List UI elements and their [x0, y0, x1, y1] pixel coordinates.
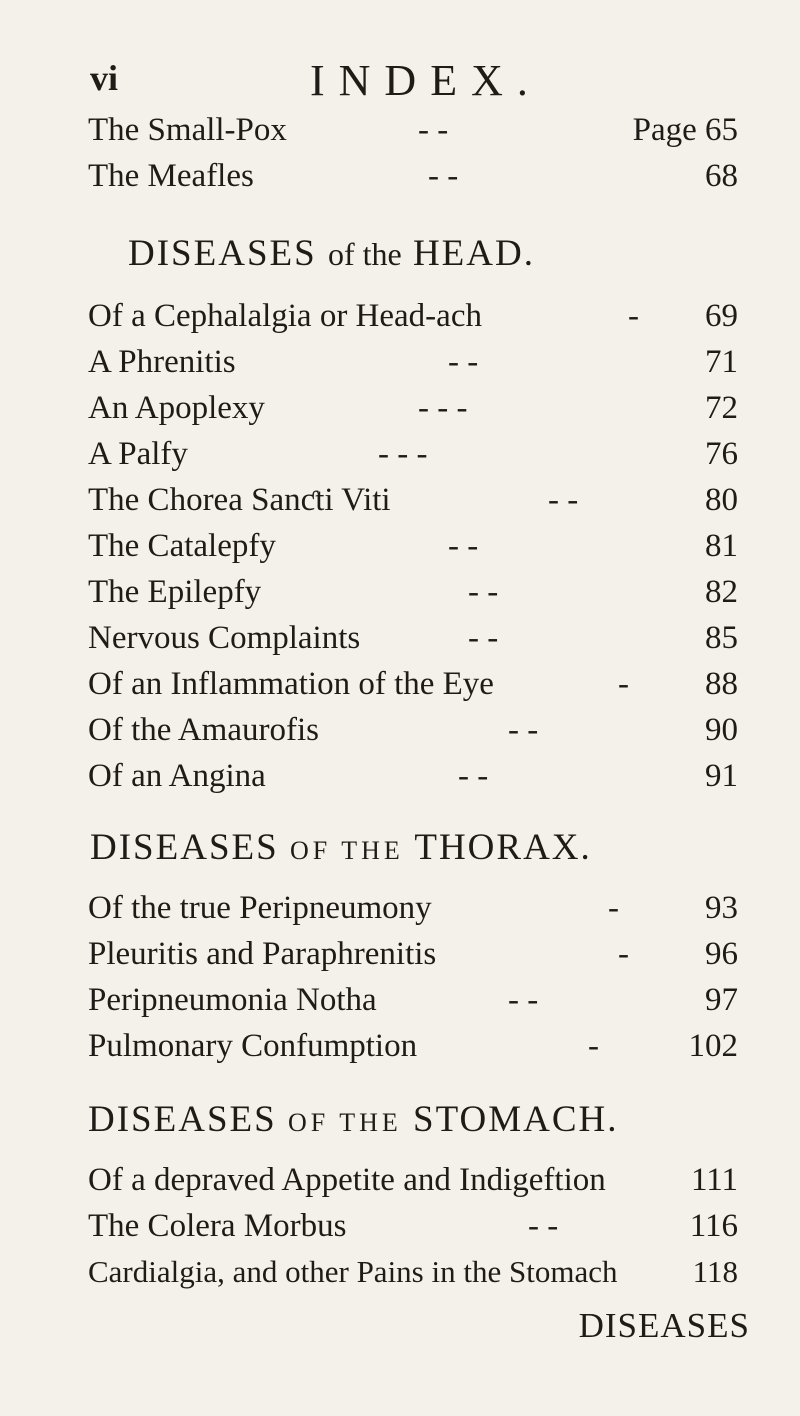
heading-word: DISEASES	[88, 1099, 277, 1140]
entry-page: 81	[705, 528, 738, 564]
entry-label: Pleuritis and Paraphrenitis	[88, 936, 437, 972]
entry-leader: - -	[508, 712, 539, 748]
entry-leader: - -	[468, 620, 499, 656]
entry-leader: - - -	[418, 390, 468, 426]
entry-page: 72	[705, 390, 738, 426]
entry-label: Of a depraved Appetite and Indigeftion	[88, 1162, 606, 1198]
entry-page: 93	[705, 890, 738, 926]
entry-leader: - -	[468, 574, 499, 610]
entry-page: 116	[689, 1208, 738, 1244]
entry-label: The Small-Pox	[88, 112, 287, 148]
index-entry	[88, 436, 738, 482]
index-entry	[88, 482, 738, 528]
entry-label: The Chorea Sanƈti Viti	[88, 482, 391, 518]
index-entry	[88, 390, 738, 436]
section-heading-stomach	[88, 1098, 619, 1141]
entry-label: The Colera Morbus	[88, 1208, 347, 1244]
heading-connector: of the	[327, 236, 402, 272]
entry-label: Pulmonary Confumption	[88, 1028, 418, 1064]
entry-page: 118	[692, 1254, 738, 1289]
entry-leader: - - -	[378, 436, 428, 472]
entry-leader: - -	[548, 482, 579, 518]
entry-page: 71	[705, 344, 738, 380]
index-entry	[88, 620, 738, 666]
entry-page: 80	[705, 482, 738, 518]
index-entry	[88, 758, 738, 804]
entry-leader: - -	[418, 112, 449, 148]
entry-page: 90	[705, 712, 738, 748]
index-entry	[88, 112, 738, 158]
entry-page: 88	[705, 666, 738, 702]
entry-label: Of the true Peripneumony	[88, 890, 432, 926]
index-entry	[88, 1254, 738, 1300]
entry-leader: -	[588, 1028, 599, 1064]
index-entry	[88, 982, 738, 1028]
heading-connector: OF THE	[289, 836, 404, 865]
entry-leader: - -	[448, 528, 479, 564]
entry-label: The Catalepfy	[88, 528, 276, 564]
entry-label: Cardialgia, and other Pains in the Stomach	[88, 1254, 618, 1289]
index-entry	[88, 574, 738, 620]
heading-connector: OF THE	[287, 1108, 402, 1137]
entry-leader: - -	[528, 1208, 559, 1244]
entry-label: Of an Inflammation of the Eye	[88, 666, 494, 702]
entry-label: Of an Angina	[88, 758, 266, 794]
entry-page: 82	[705, 574, 738, 610]
index-entry	[88, 158, 738, 204]
entry-label: Nervous Complaints	[88, 620, 361, 656]
entry-leader: -	[618, 666, 629, 702]
index-entry	[88, 298, 738, 344]
entry-page: 91	[705, 758, 738, 794]
running-head: INDEX.	[310, 56, 542, 105]
entry-label: The Epilepfy	[88, 574, 262, 610]
entry-leader: -	[628, 298, 639, 334]
entry-label: A Palfy	[88, 436, 188, 472]
entry-page: 102	[688, 1028, 738, 1064]
entry-page: 85	[705, 620, 738, 656]
index-entry	[88, 712, 738, 758]
entry-label: A Phrenitis	[88, 344, 236, 380]
entry-leader: - -	[508, 982, 539, 1018]
section-heading-thorax	[90, 826, 592, 869]
entry-leader: - -	[458, 758, 489, 794]
index-entry	[88, 1208, 738, 1254]
heading-word: DISEASES	[128, 233, 317, 274]
entry-label: Of a Cephalalgia or Head-ach	[88, 298, 482, 334]
entry-page: 97	[705, 982, 738, 1018]
entry-label: The Meafles	[88, 158, 254, 194]
catchword: DISEASES	[578, 1306, 750, 1345]
entry-page: 76	[705, 436, 738, 472]
page-number: vi	[90, 58, 119, 98]
entry-page: 69	[705, 298, 738, 334]
entry-page: 111	[690, 1162, 738, 1198]
entry-label: Of the Amaurofis	[88, 712, 319, 748]
index-entry	[88, 666, 738, 712]
entry-leader: - -	[448, 344, 479, 380]
index-entry	[88, 528, 738, 574]
entry-page: 96	[705, 936, 738, 972]
entry-leader: -	[618, 936, 629, 972]
entry-label: An Apoplexy	[88, 390, 265, 426]
index-entry	[88, 890, 738, 936]
heading-word: DISEASES	[90, 827, 279, 868]
heading-subject: THORAX.	[414, 827, 592, 868]
index-entry	[88, 936, 738, 982]
index-entry	[88, 1162, 738, 1208]
entry-label: Peripneumonia Notha	[88, 982, 377, 1018]
entry-page: 68	[705, 158, 738, 194]
heading-subject: HEAD.	[412, 233, 535, 274]
entry-page: Page 65	[632, 112, 738, 148]
section-heading-head	[128, 232, 535, 275]
index-entry	[88, 344, 738, 390]
entry-leader: -	[608, 890, 619, 926]
page-header	[90, 55, 790, 105]
index-entry	[88, 1028, 738, 1074]
entry-leader: - -	[428, 158, 459, 194]
heading-subject: STOMACH.	[413, 1099, 619, 1140]
